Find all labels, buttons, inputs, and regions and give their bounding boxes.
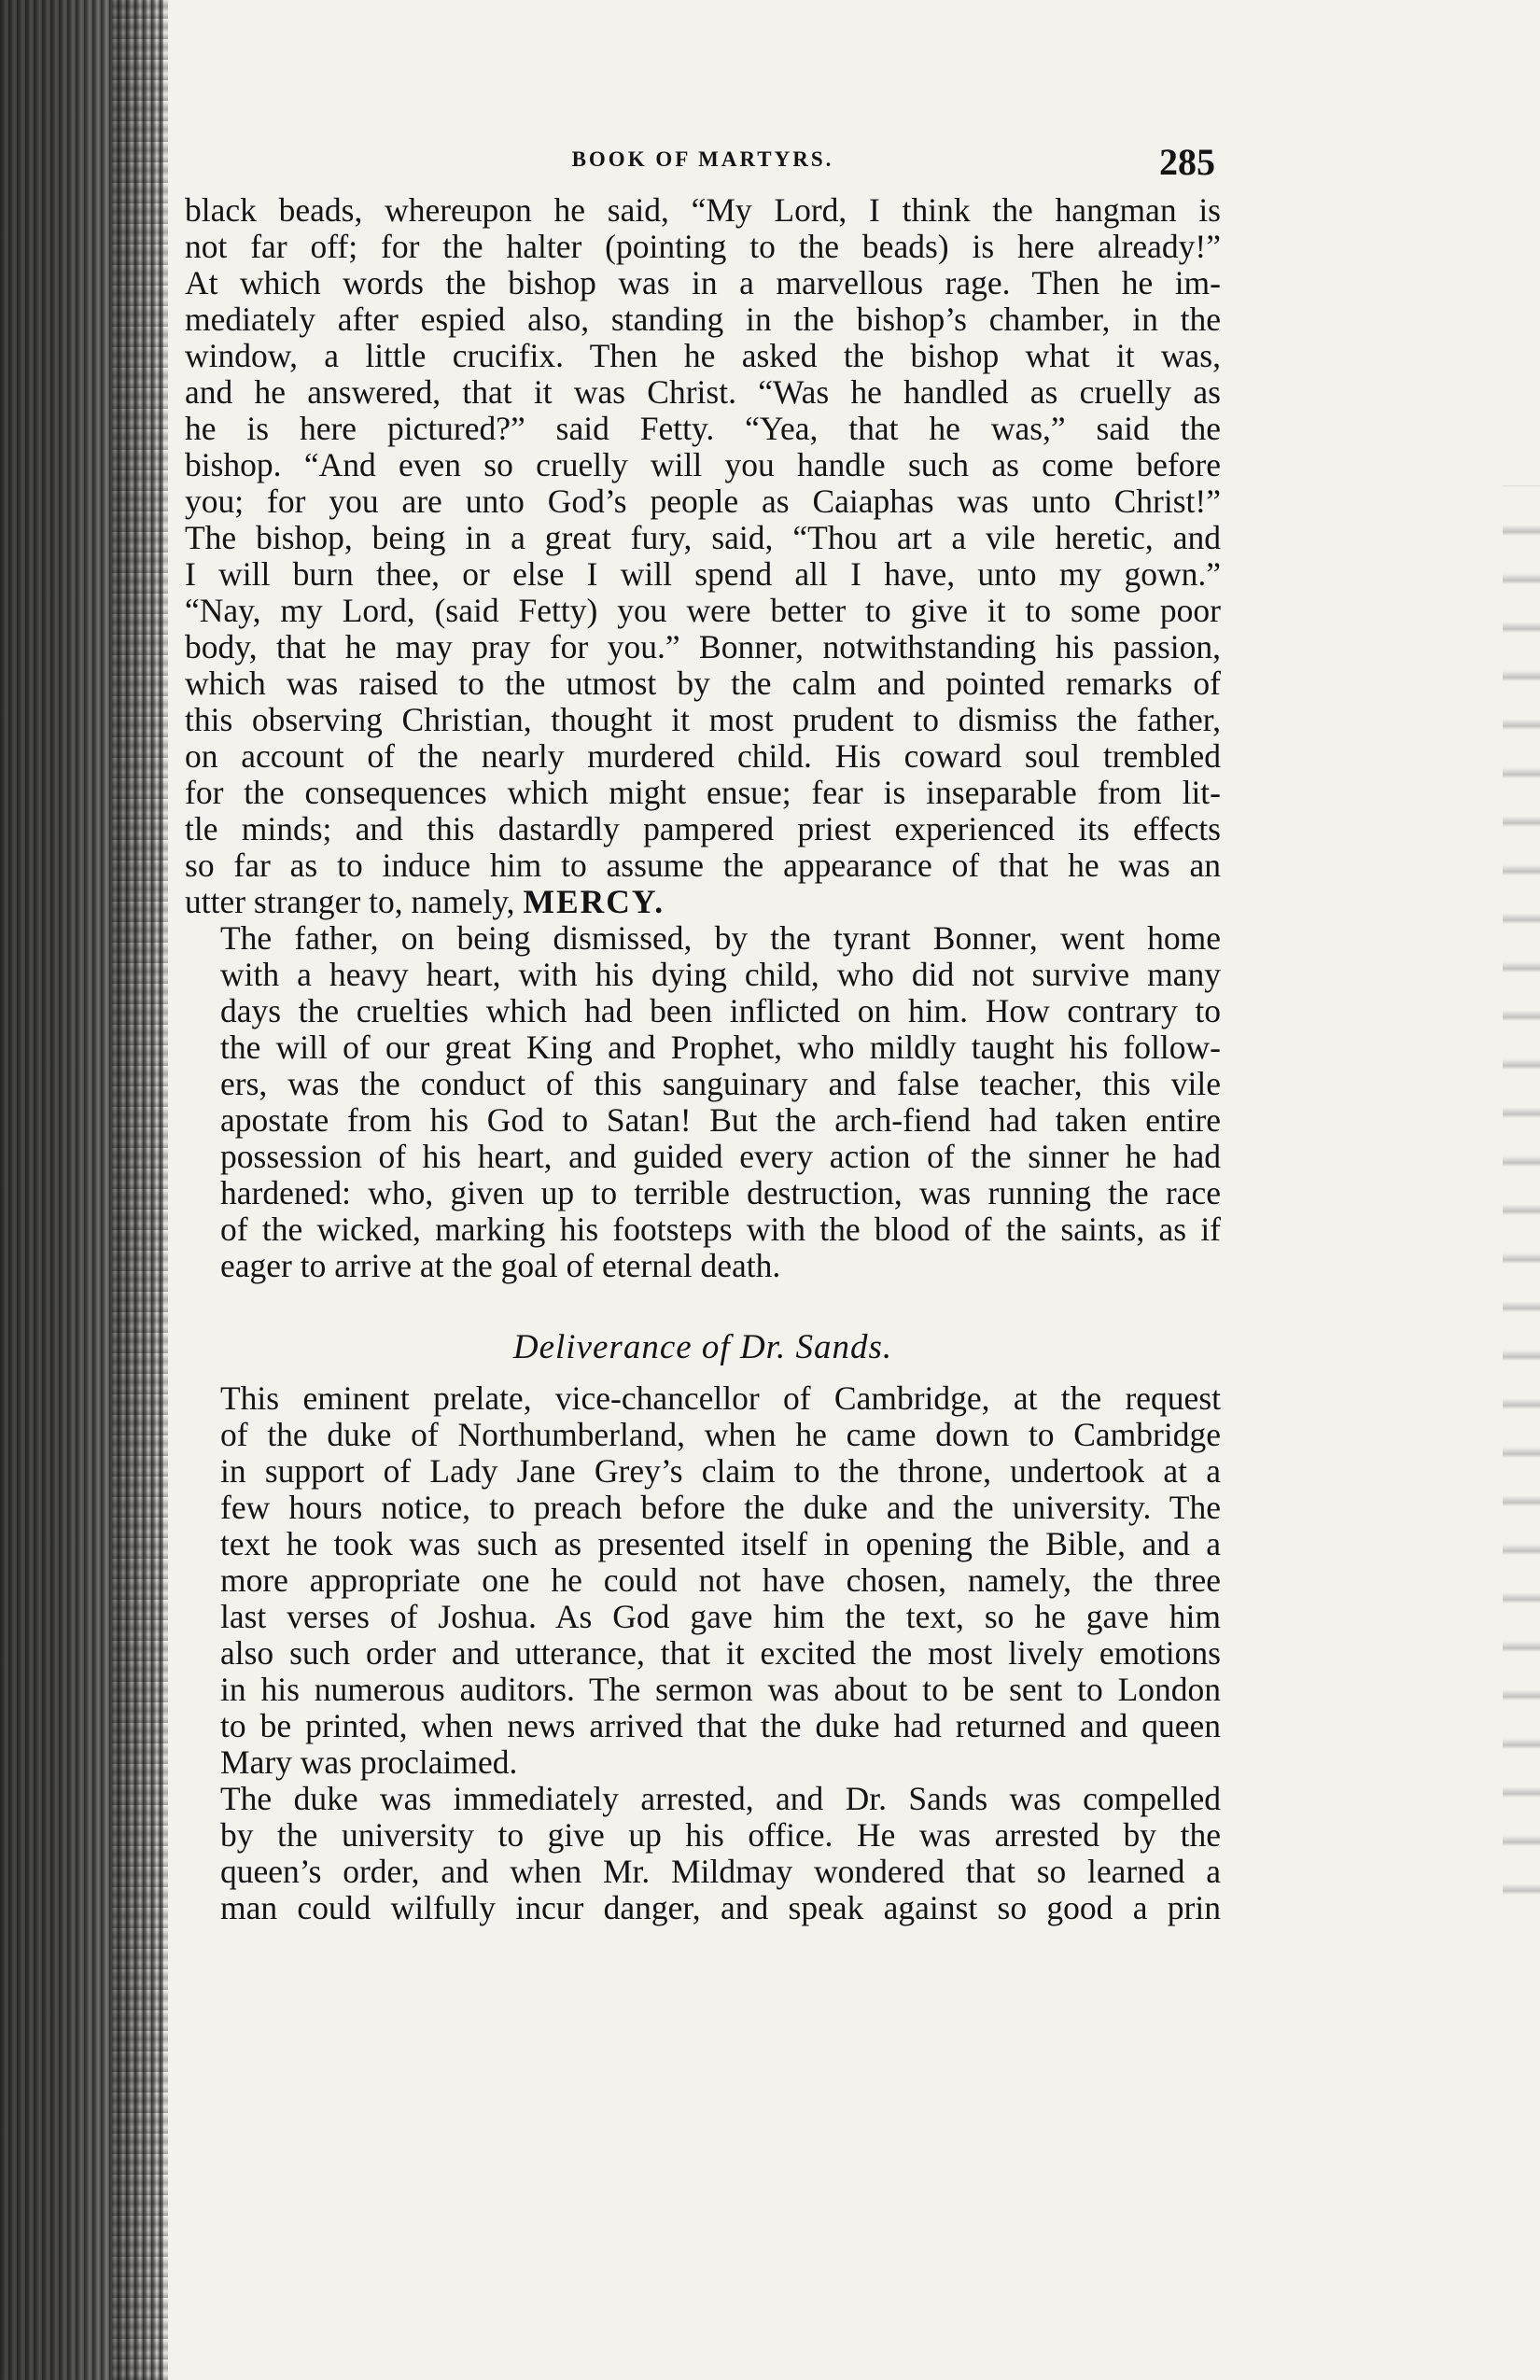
text-line: window, a little crucifix. Then he asked the bishop what it was,	[185, 338, 1221, 374]
page-number: 285	[1159, 141, 1215, 183]
text-line: apostate from his God to Satan! But the arch-fiend had taken entire	[220, 1102, 1221, 1139]
text-line: The father, on being dismissed, by the tyrant Bonner, went home	[220, 920, 1221, 957]
text-fragment: utter stranger to, namely,	[185, 884, 524, 920]
text-line: possession of his heart, and guided every action of the sinner he had	[220, 1139, 1221, 1175]
text-line-last: eager to arrive at the goal of eternal death.	[220, 1248, 781, 1284]
text-line: text he took was such as presented itself in opening the Bible, and a	[220, 1526, 1221, 1562]
text-line: with a heavy heart, with his dying child, who did not survive many	[220, 957, 1221, 993]
text-line: few hours notice, to preach before the duke and the university. The	[220, 1490, 1221, 1526]
text-line: mediately after espied also, standing in the bishop’s chamber, in the	[185, 301, 1221, 338]
text-line: by the university to give up his office. He was arrested by the	[220, 1817, 1221, 1854]
text-line: I will burn thee, or else I will spend all I have, unto my gown.”	[185, 556, 1221, 593]
running-title: BOOK OF MARTYRS.	[571, 147, 834, 171]
text-line: queen’s order, and when Mr. Mildmay wondered that so learned a	[220, 1854, 1221, 1890]
text-line: you; for you are unto God’s people as Caiaphas was unto Christ!”	[185, 483, 1221, 520]
text-line: “Nay, my Lord, (said Fetty) you were better to give it to some poor	[185, 593, 1221, 629]
text-line: on account of the nearly murdered child. His coward soul trembled	[185, 738, 1221, 775]
text-line: of the duke of Northumberland, when he came down to Cambridge	[220, 1417, 1221, 1453]
text-line: of the wicked, marking his footsteps with the blood of the saints, as if	[220, 1211, 1221, 1248]
text-line: At which words the bishop was in a marvellous rage. Then he im-	[185, 265, 1221, 301]
text-line: the will of our great King and Prophet, who mildly taught his follow-	[220, 1029, 1221, 1066]
text-line: in his numerous auditors. The sermon was about to be sent to London	[220, 1672, 1221, 1708]
text-line-last	[185, 884, 1221, 920]
text-line: last verses of Joshua. As God gave him the text, so he gave him	[220, 1599, 1221, 1635]
text-line: hardened: who, given up to terrible destruction, was running the race	[220, 1175, 1221, 1211]
spacer	[185, 1367, 1221, 1380]
text-line: to be printed, when news arrived that the duke had returned and queen	[220, 1708, 1221, 1744]
text-line: in support of Lady Jane Grey’s claim to the throne, undertook at a	[220, 1453, 1221, 1490]
text-line: this observing Christian, thought it most prudent to dismiss the father,	[185, 702, 1221, 738]
text-line: he is here pictured?” said Fetty. “Yea, that he was,” said the	[185, 411, 1221, 447]
text-line: black beads, whereupon he said, “My Lord, I think the hangman is	[185, 192, 1221, 229]
text-line: also such order and utterance, that it excited the most lively emotions	[220, 1635, 1221, 1672]
text-line: body, that he may pray for you.” Bonner, notwithstanding his passion,	[185, 629, 1221, 665]
section-heading: Deliverance of Dr. Sands.	[512, 1328, 893, 1366]
paragraph-dr-sands	[185, 1380, 1221, 1781]
text-line: The duke was immediately arrested, and Dr. Sands was compelled	[220, 1781, 1221, 1817]
text-line: more appropriate one he could not have chosen, namely, the three	[220, 1562, 1221, 1599]
paragraph-duke-arrested	[185, 1781, 1221, 1926]
text-line: man could wilfully incur danger, and speak against so good a prin	[220, 1890, 1221, 1926]
spacer	[185, 1284, 1221, 1327]
emphasis-mercy: MERCY.	[523, 884, 665, 920]
text-line: not far off; for the halter (pointing to the beads) is here already!”	[185, 229, 1221, 265]
right-edge-bleed-through	[1503, 485, 1540, 1932]
binding-texture	[112, 0, 168, 2380]
text-line: and he answered, that it was Christ. “Was he handled as cruelly as	[185, 374, 1221, 411]
paragraph-fetty-bonner	[185, 192, 1221, 920]
text-line: This eminent prelate, vice-chancellor of Cambridge, at the request	[220, 1380, 1221, 1417]
paragraph-father-dismissed	[185, 920, 1221, 1284]
text-line: days the cruelties which had been inflicted on him. How contrary to	[220, 993, 1221, 1029]
text-line: tle minds; and this dastardly pampered priest experienced its effects	[185, 811, 1221, 847]
text-line: bishop. “And even so cruelly will you handle such as come before	[185, 447, 1221, 483]
text-line: so far as to induce him to assume the appearance of that he was an	[185, 847, 1221, 884]
text-line-last: Mary was proclaimed.	[220, 1744, 518, 1781]
text-line: which was raised to the utmost by the calm and pointed remarks of	[185, 665, 1221, 702]
running-head	[185, 140, 1221, 192]
text-line: ers, was the conduct of this sanguinary and false teacher, this vile	[220, 1066, 1221, 1102]
text-line: for the consequences which might ensue; fear is inseparable from lit-	[185, 775, 1221, 811]
text-line: The bishop, being in a great fury, said, “Thou art a vile heretic, and	[185, 520, 1221, 556]
text-block	[185, 140, 1221, 1926]
